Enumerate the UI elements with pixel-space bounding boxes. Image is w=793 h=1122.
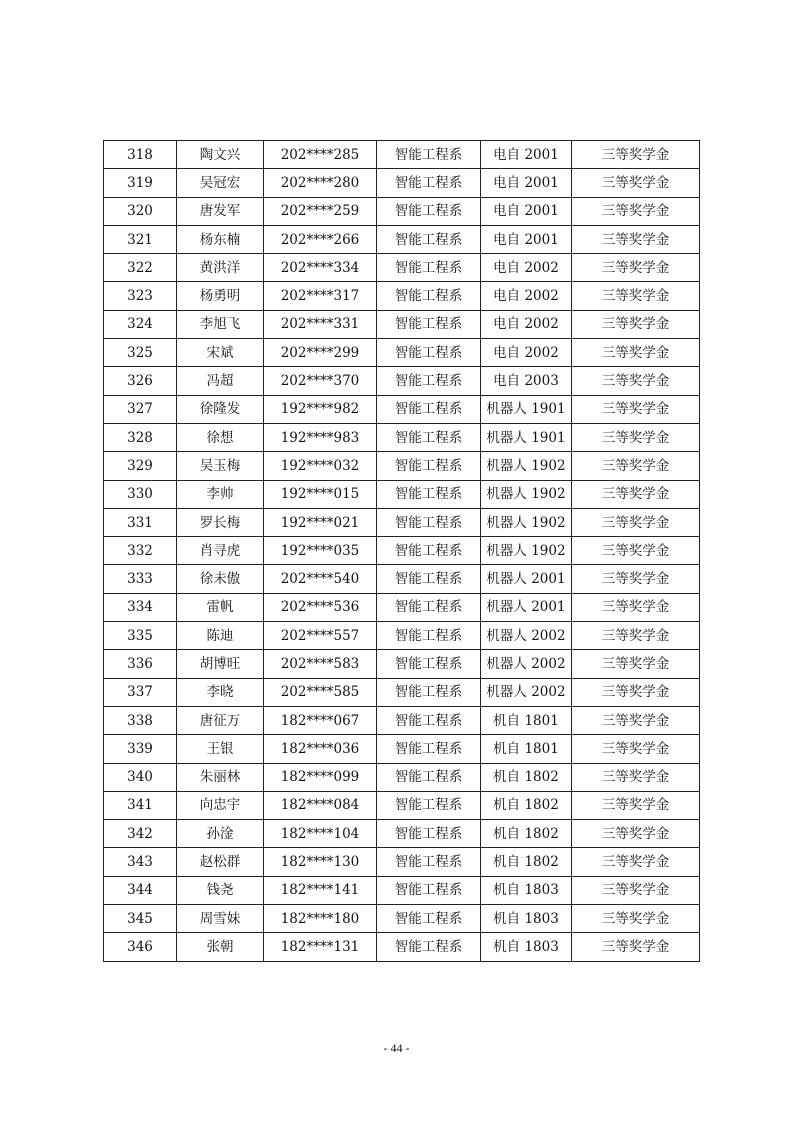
cell-name: 李晓 <box>177 678 264 706</box>
table-row <box>104 876 700 904</box>
cell-student-id: 192****021 <box>264 508 377 536</box>
cell-department: 智能工程系 <box>377 876 481 904</box>
cell-class: 机自 1803 <box>481 876 572 904</box>
cell-award: 三等奖学金 <box>572 905 700 933</box>
cell-name: 唐发军 <box>177 197 264 225</box>
cell-award: 三等奖学金 <box>572 678 700 706</box>
cell-department: 智能工程系 <box>377 254 481 282</box>
cell-student-id: 202****334 <box>264 254 377 282</box>
cell-class: 机器人 1901 <box>481 423 572 451</box>
cell-department: 智能工程系 <box>377 225 481 253</box>
cell-class: 机自 1802 <box>481 763 572 791</box>
cell-student-id: 202****331 <box>264 310 377 338</box>
table-row <box>104 593 700 621</box>
cell-number: 330 <box>104 480 177 508</box>
cell-class: 机自 1801 <box>481 706 572 734</box>
table-row <box>104 706 700 734</box>
cell-class: 机器人 1902 <box>481 537 572 565</box>
cell-student-id: 202****536 <box>264 593 377 621</box>
cell-department: 智能工程系 <box>377 593 481 621</box>
cell-department: 智能工程系 <box>377 848 481 876</box>
cell-award: 三等奖学金 <box>572 169 700 197</box>
cell-department: 智能工程系 <box>377 339 481 367</box>
cell-class: 机自 1802 <box>481 791 572 819</box>
table-row <box>104 141 700 169</box>
cell-class: 机器人 2002 <box>481 650 572 678</box>
cell-student-id: 202****557 <box>264 622 377 650</box>
cell-department: 智能工程系 <box>377 933 481 961</box>
cell-class: 机器人 1902 <box>481 508 572 536</box>
cell-number: 337 <box>104 678 177 706</box>
cell-award: 三等奖学金 <box>572 395 700 423</box>
table-row <box>104 678 700 706</box>
cell-department: 智能工程系 <box>377 820 481 848</box>
table-row <box>104 933 700 961</box>
cell-name: 肖寻虎 <box>177 537 264 565</box>
cell-class: 电自 2002 <box>481 254 572 282</box>
cell-name: 冯超 <box>177 367 264 395</box>
cell-award: 三等奖学金 <box>572 791 700 819</box>
cell-number: 318 <box>104 141 177 169</box>
cell-name: 赵松群 <box>177 848 264 876</box>
cell-student-id: 192****983 <box>264 423 377 451</box>
cell-department: 智能工程系 <box>377 480 481 508</box>
cell-award: 三等奖学金 <box>572 565 700 593</box>
cell-student-id: 192****032 <box>264 452 377 480</box>
cell-student-id: 182****099 <box>264 763 377 791</box>
table-row <box>104 791 700 819</box>
cell-class: 电自 2001 <box>481 225 572 253</box>
cell-department: 智能工程系 <box>377 537 481 565</box>
cell-student-id: 202****285 <box>264 141 377 169</box>
table-row <box>104 197 700 225</box>
cell-award: 三等奖学金 <box>572 480 700 508</box>
cell-student-id: 202****280 <box>264 169 377 197</box>
cell-number: 332 <box>104 537 177 565</box>
cell-student-id: 182****067 <box>264 706 377 734</box>
table-row <box>104 282 700 310</box>
cell-number: 333 <box>104 565 177 593</box>
cell-name: 宋斌 <box>177 339 264 367</box>
cell-student-id: 182****130 <box>264 848 377 876</box>
cell-class: 电自 2001 <box>481 141 572 169</box>
cell-name: 胡博旺 <box>177 650 264 678</box>
cell-award: 三等奖学金 <box>572 593 700 621</box>
cell-class: 电自 2001 <box>481 197 572 225</box>
cell-student-id: 202****370 <box>264 367 377 395</box>
cell-award: 三等奖学金 <box>572 735 700 763</box>
cell-department: 智能工程系 <box>377 141 481 169</box>
cell-department: 智能工程系 <box>377 905 481 933</box>
cell-name: 李帅 <box>177 480 264 508</box>
cell-class: 机器人 2002 <box>481 622 572 650</box>
cell-name: 黄洪洋 <box>177 254 264 282</box>
cell-award: 三等奖学金 <box>572 508 700 536</box>
cell-number: 331 <box>104 508 177 536</box>
cell-department: 智能工程系 <box>377 395 481 423</box>
cell-name: 朱丽林 <box>177 763 264 791</box>
cell-student-id: 182****036 <box>264 735 377 763</box>
cell-name: 吴冠宏 <box>177 169 264 197</box>
table-row <box>104 763 700 791</box>
cell-award: 三等奖学金 <box>572 197 700 225</box>
cell-number: 325 <box>104 339 177 367</box>
cell-award: 三等奖学金 <box>572 763 700 791</box>
cell-name: 唐征万 <box>177 706 264 734</box>
table-row <box>104 848 700 876</box>
table-row <box>104 225 700 253</box>
table-row <box>104 537 700 565</box>
cell-class: 电自 2002 <box>481 310 572 338</box>
cell-name: 徐隆发 <box>177 395 264 423</box>
cell-student-id: 202****317 <box>264 282 377 310</box>
scholarship-table <box>103 140 700 962</box>
cell-student-id: 192****982 <box>264 395 377 423</box>
table-row <box>104 565 700 593</box>
cell-number: 323 <box>104 282 177 310</box>
cell-class: 机器人 2001 <box>481 565 572 593</box>
cell-class: 机自 1803 <box>481 933 572 961</box>
cell-award: 三等奖学金 <box>572 622 700 650</box>
cell-name: 罗长梅 <box>177 508 264 536</box>
cell-student-id: 182****131 <box>264 933 377 961</box>
cell-department: 智能工程系 <box>377 310 481 338</box>
cell-award: 三等奖学金 <box>572 650 700 678</box>
cell-student-id: 192****035 <box>264 537 377 565</box>
cell-number: 327 <box>104 395 177 423</box>
cell-name: 周雪妹 <box>177 905 264 933</box>
cell-class: 机自 1803 <box>481 905 572 933</box>
cell-class: 机自 1802 <box>481 820 572 848</box>
cell-student-id: 202****585 <box>264 678 377 706</box>
cell-award: 三等奖学金 <box>572 310 700 338</box>
cell-name: 杨东楠 <box>177 225 264 253</box>
cell-name: 吴玉梅 <box>177 452 264 480</box>
cell-department: 智能工程系 <box>377 791 481 819</box>
cell-name: 钱尧 <box>177 876 264 904</box>
cell-number: 346 <box>104 933 177 961</box>
table-row <box>104 820 700 848</box>
table-row <box>104 367 700 395</box>
cell-name: 李旭飞 <box>177 310 264 338</box>
cell-number: 326 <box>104 367 177 395</box>
table-body <box>104 141 700 962</box>
table-row <box>104 254 700 282</box>
cell-name: 陈迪 <box>177 622 264 650</box>
cell-award: 三等奖学金 <box>572 254 700 282</box>
cell-class: 机自 1802 <box>481 848 572 876</box>
cell-award: 三等奖学金 <box>572 282 700 310</box>
cell-student-id: 202****259 <box>264 197 377 225</box>
table-row <box>104 423 700 451</box>
cell-number: 344 <box>104 876 177 904</box>
cell-number: 340 <box>104 763 177 791</box>
cell-department: 智能工程系 <box>377 197 481 225</box>
cell-award: 三等奖学金 <box>572 876 700 904</box>
cell-name: 陶文兴 <box>177 141 264 169</box>
cell-award: 三等奖学金 <box>572 367 700 395</box>
cell-number: 328 <box>104 423 177 451</box>
cell-name: 张朝 <box>177 933 264 961</box>
table-row <box>104 310 700 338</box>
cell-class: 机器人 2001 <box>481 593 572 621</box>
cell-department: 智能工程系 <box>377 452 481 480</box>
cell-number: 345 <box>104 905 177 933</box>
cell-class: 机器人 1902 <box>481 452 572 480</box>
cell-award: 三等奖学金 <box>572 933 700 961</box>
cell-number: 324 <box>104 310 177 338</box>
cell-number: 319 <box>104 169 177 197</box>
cell-award: 三等奖学金 <box>572 820 700 848</box>
cell-name: 王银 <box>177 735 264 763</box>
cell-student-id: 202****266 <box>264 225 377 253</box>
cell-department: 智能工程系 <box>377 508 481 536</box>
cell-student-id: 202****299 <box>264 339 377 367</box>
cell-department: 智能工程系 <box>377 706 481 734</box>
cell-number: 320 <box>104 197 177 225</box>
table-row <box>104 339 700 367</box>
cell-department: 智能工程系 <box>377 650 481 678</box>
cell-department: 智能工程系 <box>377 423 481 451</box>
cell-department: 智能工程系 <box>377 367 481 395</box>
cell-class: 电自 2001 <box>481 169 572 197</box>
cell-number: 339 <box>104 735 177 763</box>
table-row <box>104 650 700 678</box>
cell-class: 机自 1801 <box>481 735 572 763</box>
cell-student-id: 202****540 <box>264 565 377 593</box>
cell-class: 电自 2003 <box>481 367 572 395</box>
cell-class: 电自 2002 <box>481 282 572 310</box>
cell-department: 智能工程系 <box>377 678 481 706</box>
cell-student-id: 182****141 <box>264 876 377 904</box>
cell-award: 三等奖学金 <box>572 537 700 565</box>
cell-department: 智能工程系 <box>377 565 481 593</box>
table-row <box>104 452 700 480</box>
cell-name: 徐未傲 <box>177 565 264 593</box>
cell-number: 338 <box>104 706 177 734</box>
table-row <box>104 905 700 933</box>
cell-award: 三等奖学金 <box>572 423 700 451</box>
cell-number: 329 <box>104 452 177 480</box>
page-number: - 44 - <box>383 1041 410 1055</box>
cell-department: 智能工程系 <box>377 735 481 763</box>
table-row <box>104 480 700 508</box>
cell-name: 孙淦 <box>177 820 264 848</box>
cell-student-id: 182****084 <box>264 791 377 819</box>
cell-name: 向忠宇 <box>177 791 264 819</box>
cell-student-id: 192****015 <box>264 480 377 508</box>
cell-class: 机器人 2002 <box>481 678 572 706</box>
cell-number: 334 <box>104 593 177 621</box>
cell-award: 三等奖学金 <box>572 339 700 367</box>
cell-student-id: 182****180 <box>264 905 377 933</box>
cell-number: 341 <box>104 791 177 819</box>
cell-department: 智能工程系 <box>377 282 481 310</box>
cell-class: 电自 2002 <box>481 339 572 367</box>
cell-award: 三等奖学金 <box>572 225 700 253</box>
cell-award: 三等奖学金 <box>572 706 700 734</box>
cell-class: 机器人 1902 <box>481 480 572 508</box>
cell-name: 杨勇明 <box>177 282 264 310</box>
cell-name: 雷帆 <box>177 593 264 621</box>
cell-class: 机器人 1901 <box>481 395 572 423</box>
cell-department: 智能工程系 <box>377 622 481 650</box>
table-row <box>104 395 700 423</box>
cell-number: 321 <box>104 225 177 253</box>
cell-department: 智能工程系 <box>377 169 481 197</box>
table-row <box>104 508 700 536</box>
cell-number: 335 <box>104 622 177 650</box>
table-row <box>104 735 700 763</box>
cell-award: 三等奖学金 <box>572 452 700 480</box>
cell-award: 三等奖学金 <box>572 141 700 169</box>
table-row <box>104 169 700 197</box>
cell-number: 342 <box>104 820 177 848</box>
cell-student-id: 182****104 <box>264 820 377 848</box>
cell-department: 智能工程系 <box>377 763 481 791</box>
cell-name: 徐想 <box>177 423 264 451</box>
table-row <box>104 622 700 650</box>
cell-student-id: 202****583 <box>264 650 377 678</box>
cell-number: 322 <box>104 254 177 282</box>
cell-number: 343 <box>104 848 177 876</box>
cell-award: 三等奖学金 <box>572 848 700 876</box>
cell-number: 336 <box>104 650 177 678</box>
